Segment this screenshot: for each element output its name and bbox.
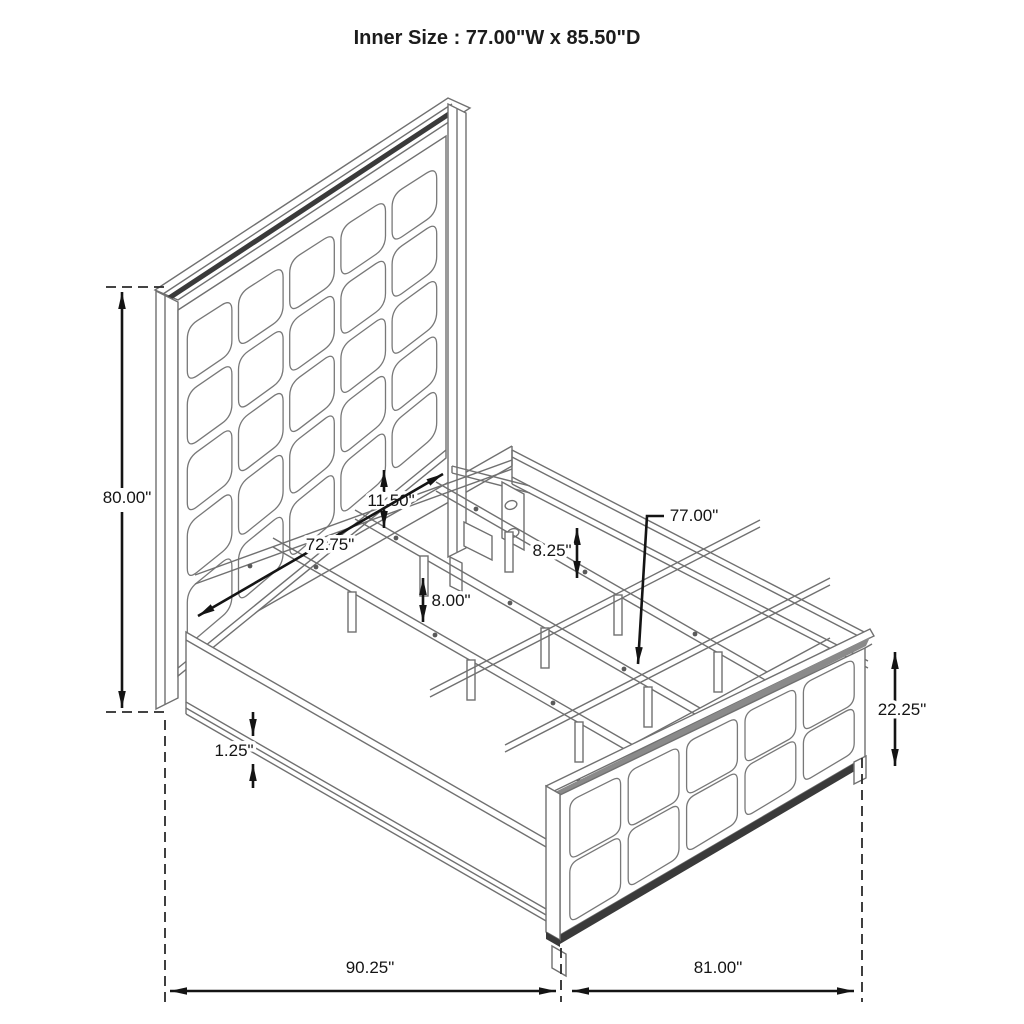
dimension-label: 81.00" — [693, 958, 743, 977]
dimension-label: 8.00" — [431, 591, 471, 610]
dimension-label: 11.50" — [367, 491, 415, 510]
dimension-label: 8.25" — [532, 541, 572, 560]
dimension-rail-depth — [532, 528, 577, 578]
dimension-label: 80.00" — [102, 488, 152, 507]
dimension-label: 77.00" — [669, 506, 719, 525]
dimension-label: 22.25" — [877, 700, 927, 719]
dimension-label: 72.75" — [305, 535, 355, 554]
dimension-label: 1.25" — [214, 741, 254, 760]
footboard — [546, 629, 874, 976]
dimension-label: 90.25" — [345, 958, 395, 977]
dimension-leg-height — [423, 578, 471, 622]
far-side-rail — [452, 450, 868, 668]
footboard-left-post — [546, 786, 560, 940]
front-side-rail — [186, 632, 560, 929]
dimension-footboard-height — [878, 652, 927, 766]
footboard-left-leg — [552, 946, 566, 976]
diagram-title: Inner Size : 77.00"W x 85.50"D — [353, 27, 641, 49]
headboard-left-post — [156, 291, 178, 709]
